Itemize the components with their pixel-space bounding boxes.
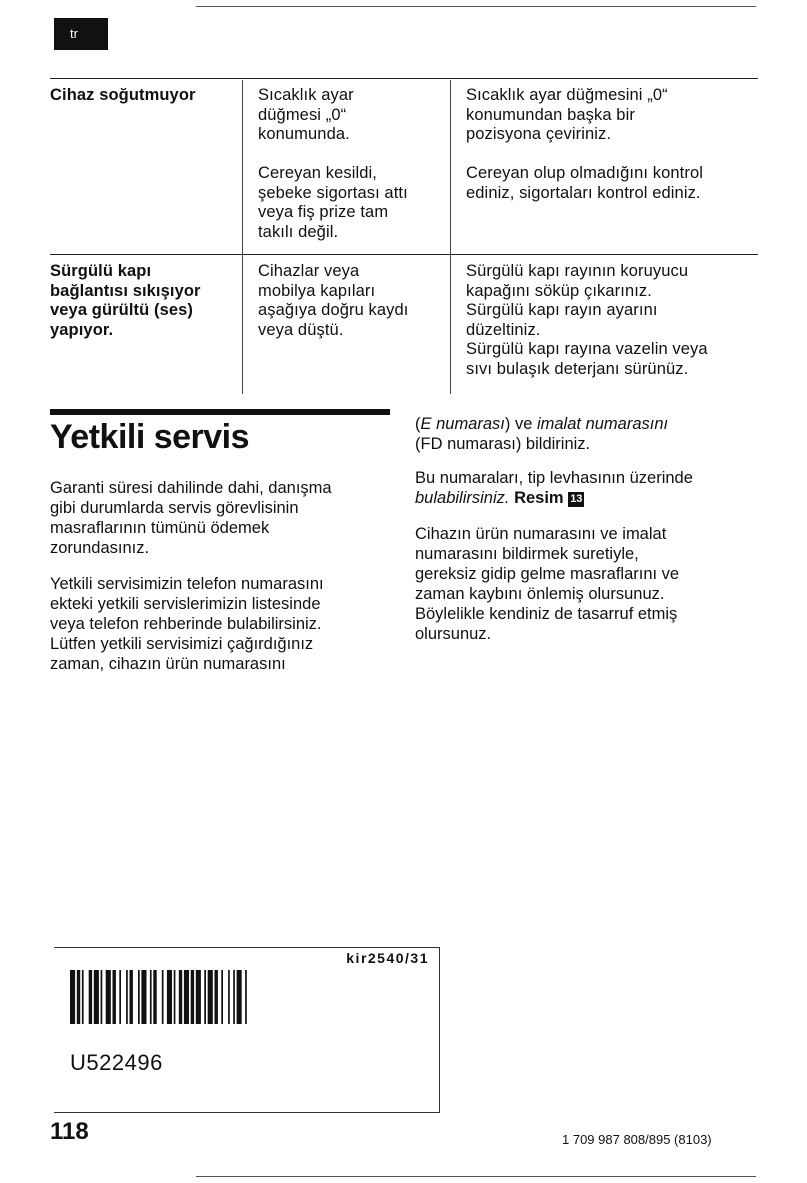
service-paragraph: Cihazın ürün numarasını ve imalat numarasını bildirmek suretiyle, gereksiz gidip gelme masraflarını ve zaman kaybını önlemiş olursunuz. Böylelikle kendiniz de tasarruf etmiş olursunuz.: [415, 525, 680, 643]
italic-text: bulabilirsiniz.: [415, 489, 510, 507]
column-divider: [450, 256, 451, 394]
barcode-bar: [228, 970, 230, 1024]
table-top-rule: [50, 78, 758, 79]
remedy-cell: Sürgülü kapı rayının koruyucu kapağını söküp çıkarınız. Sürgülü kapı rayın ayarını düzeltiniz. Sürgülü kapı rayına vazelin veya sıvı bulaşık deterjanı sürünüz.: [466, 262, 708, 378]
figure-number-badge: 13: [570, 493, 583, 505]
barcode-number: U522496: [70, 1050, 163, 1075]
barcode-bar: [233, 970, 235, 1024]
column-divider: [242, 256, 243, 394]
barcode-bar: [113, 970, 116, 1024]
remedy-cell: Sıcaklık ayar düğmesini „0“ konumundan başka bir pozisyona çeviriniz.: [466, 86, 668, 143]
barcode-bar: [221, 970, 223, 1024]
barcode-label: [54, 947, 440, 1113]
barcode-bar: [237, 970, 242, 1024]
barcode-bar: [162, 970, 164, 1024]
service-paragraph: Garanti süresi dahilinde dahi, danışma gibi durumlarda servis görevlisinin masraflarının tümünü ödemek zorundasınız.: [50, 479, 332, 557]
barcode-bar: [208, 970, 213, 1024]
barcode-code: kir2540/31: [346, 950, 429, 966]
service-paragraph: Yetkili servisimizin telefon numarasını ekteki yetkili servislerimizin listesinde veya telefon rehberinde bulabilirsiniz. Lütfen yetkili servisimizi çağırdığınız zaman, cihazın ürün numarasını: [50, 575, 324, 673]
text: ) ve: [504, 415, 537, 433]
barcode-bar: [106, 970, 111, 1024]
barcode-bar: [150, 970, 152, 1024]
barcode-bar: [179, 970, 182, 1024]
problem-cell: Cihaz soğutmuyor: [50, 86, 196, 104]
text: Bu numaraları, tip levhasının üzerinde: [415, 469, 693, 487]
cause-cell: Sıcaklık ayar düğmesi „0“ konumunda.: [258, 86, 354, 143]
barcode-bar: [70, 970, 75, 1024]
column-divider: [450, 80, 451, 256]
barcode-bar: [89, 970, 92, 1024]
figure-reference: Resim: [514, 489, 564, 507]
section-heading: Yetkili servis: [50, 418, 250, 456]
italic-text: E numarası: [420, 415, 505, 433]
column-divider: [242, 80, 243, 256]
barcode-bar: [94, 970, 99, 1024]
barcode-bar: [191, 970, 194, 1024]
barcode-bar: [126, 970, 128, 1024]
barcode-bar: [77, 970, 80, 1024]
barcode-bar: [138, 970, 140, 1024]
barcode-bar: [130, 970, 133, 1024]
barcode-bar: [204, 970, 206, 1024]
heading-bar: [50, 409, 390, 415]
barcode-bar: [119, 970, 121, 1024]
cause-cell: Cereyan kesildi, şebeke sigortası attı veya fiş prize tam takılı değil.: [258, 164, 408, 241]
row-divider: [50, 254, 758, 255]
barcode-bar: [196, 970, 201, 1024]
cause-cell: Cihazlar veya mobilya kapıları aşağıya doğru kaydı veya düştü.: [258, 262, 409, 339]
italic-text: imalat numarasını: [536, 415, 669, 433]
barcode-bar: [184, 970, 189, 1024]
document-number: 1 709 987 808/895 (8103): [562, 1132, 712, 1147]
top-rule: [196, 6, 756, 7]
text: (FD numarası) bildiriniz.: [415, 435, 591, 453]
barcode-bar: [174, 970, 176, 1024]
remedy-cell: Cereyan olup olmadığını kontrol ediniz, sigortaları kontrol ediniz.: [466, 164, 703, 202]
service-paragraph: (E numarası) ve imalat numarasını (FD numarası) bildiriniz.: [415, 415, 669, 453]
service-paragraph: [415, 468, 693, 508]
barcode-bar: [167, 970, 172, 1024]
barcode-bar: [245, 970, 247, 1024]
barcode-bar: [101, 970, 103, 1024]
bottom-rule: [196, 1176, 756, 1177]
barcode-image: [70, 970, 370, 1024]
barcode-bar: [82, 970, 84, 1024]
barcode-bar: [153, 970, 156, 1024]
language-badge: tr: [54, 18, 108, 50]
problem-cell: Sürgülü kapı bağlantısı sıkışıyor veya gürültü (ses) yapıyor.: [50, 262, 201, 339]
barcode-bar: [215, 970, 218, 1024]
barcode-bar: [141, 970, 146, 1024]
page-number: 118: [50, 1118, 89, 1145]
